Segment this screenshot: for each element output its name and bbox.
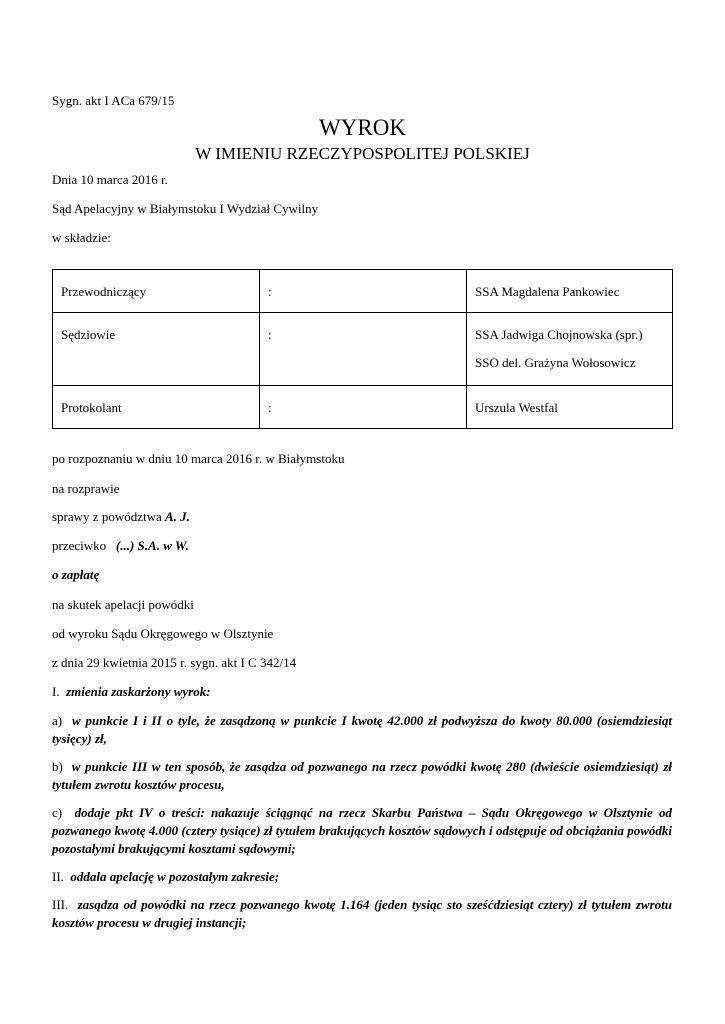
ruling-point-a	[52, 712, 672, 748]
appeal-line: na skutek apelacji powódki	[52, 597, 194, 612]
table-row	[53, 270, 673, 313]
role-cell: Sędziowie	[53, 313, 260, 386]
names-cell	[467, 270, 673, 313]
ruling-point-III	[52, 896, 672, 932]
against-prefix: przeciwko	[52, 538, 116, 553]
point-label: III.	[52, 897, 78, 912]
role-cell: Protokolant	[53, 386, 260, 429]
point-text: oddala apelację w pozostałym zakresie;	[70, 869, 280, 884]
clerk-name: Urszula Westfal	[475, 400, 558, 415]
judgment-date: Dnia 10 marca 2016 r.	[52, 172, 168, 187]
ruling-point-c	[52, 804, 672, 858]
examined-line: po rozpoznaniu w dniu 10 marca 2016 r. w Białymstoku	[52, 451, 345, 466]
table-row	[53, 386, 673, 429]
table-row	[53, 313, 673, 386]
point-text: zmienia zaskarżony wyrok:	[66, 684, 211, 699]
point-text: w punkcie III w ten sposób, że zasądza od pozwanego na rzecz powódki kwotę 280 (dwieście osiemdziesiąt) zł tytułem zwrotu kosztów procesu,	[52, 759, 672, 792]
hearing-line: na rozprawie	[52, 481, 120, 496]
judge-name: SSO del. Grażyna Wołosowicz	[475, 355, 636, 370]
court-composition-table	[52, 269, 673, 429]
ruling-point-I	[52, 683, 672, 701]
ruling-point-II	[52, 868, 672, 886]
document-subtitle: W IMIENIU RZECZYPOSPOLITEJ POLSKIEJ	[195, 144, 530, 163]
defendant-name: (...) S.A. w W.	[115, 538, 189, 553]
judge-name: SSA Magdalena Pankowiec	[475, 284, 620, 299]
point-label: I.	[52, 684, 67, 699]
point-text: zasądza od powódki na rzecz pozwanego kwotę 1.164 (jeden tysiąc sto sześćdziesiąt cztery) zł tytułem zwrotu kosztów procesu w drugiej instancji;	[52, 897, 672, 930]
subject-line: o zapłatę	[52, 567, 100, 582]
names-cell	[467, 313, 673, 386]
court-name: Sąd Apelacyjny w Białymstoku I Wydział Cywilny	[52, 201, 319, 216]
claimant-name: A. J.	[165, 509, 190, 524]
separator-cell: :	[260, 386, 467, 429]
against-line	[52, 537, 189, 555]
point-text: dodaje pkt IV o treści: nakazuje ściągnąć na rzecz Skarbu Państwa – Sądu Okręgowego w Olsztynie od pozwanego kwotę 4.000 (cztery tysiące) zł tytułem brakujących kosztów sądowych i odstępuje od obciążania powódki pozostałymi brakującymi kosztami sądowymi;	[52, 805, 673, 856]
composition-label: w składzie:	[52, 230, 111, 245]
claim-line	[52, 508, 190, 526]
judgment-date-line: z dnia 29 kwietnia 2015 r. sygn. akt I C 342/14	[52, 655, 297, 670]
separator-cell: :	[260, 270, 467, 313]
point-text: w punkcie I i II o tyle, że zasądzoną w punkcie I kwotę 42.000 zł podwyższa do kwoty 80.000 (osiemdziesiąt tysięcy) zł,	[52, 713, 672, 746]
case-number: Sygn. akt I ACa 679/15	[52, 93, 175, 108]
claim-prefix: sprawy z powództwa	[52, 509, 165, 524]
from-judgment-line: od wyroku Sądu Okręgowego w Olsztynie	[52, 626, 274, 641]
point-label: II.	[52, 869, 71, 884]
ruling-point-b	[52, 758, 672, 794]
point-label: b)	[52, 759, 72, 774]
role-cell: Przewodniczący	[53, 270, 260, 313]
judge-name: SSA Jadwiga Chojnowska (spr.)	[475, 327, 643, 342]
separator-cell: :	[260, 313, 467, 386]
names-cell	[467, 386, 673, 429]
point-label: a)	[52, 713, 72, 728]
document-title: WYROK	[319, 115, 406, 140]
point-label: c)	[52, 805, 75, 820]
